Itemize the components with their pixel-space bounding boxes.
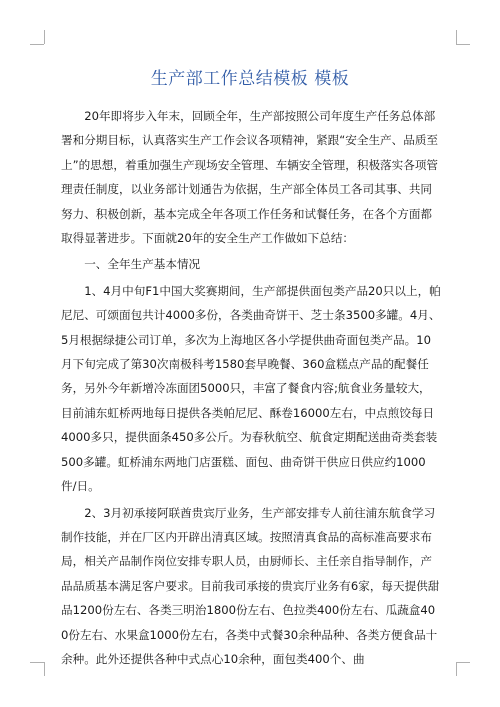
paragraph-intro: 20年即将步入年末，回顾全年，生产部按照公司年度生产任务总体部署和分期目标，认真落实生产工作会议各项精神，紧跟“安全生产、品质至上”的思想，着重加强生产现场安全管理、车辆安全管理，积极落实各项管理责任制度，以业务部计划通告为依据，生产部全体员工各司其事、共同努力、积极创新，基本完成全年各项工作任务和试餐任务，在各个方面都取得显著进步。下面就20年的安全生产工作做如下总结：	[61, 109, 439, 246]
crop-mark-top-right-v	[456, 30, 457, 44]
crop-mark-bottom-left-v	[44, 662, 45, 676]
document-title: 生产部工作总结模板 模板	[150, 69, 350, 89]
crop-mark-bottom-right-v	[456, 662, 457, 676]
crop-mark-top-left-h	[30, 44, 44, 45]
crop-mark-top-right-h	[456, 44, 470, 45]
document-body	[61, 104, 441, 671]
crop-mark-bottom-left-h	[30, 662, 44, 663]
section-heading: 一、全年生产基本情况	[84, 257, 201, 272]
crop-mark-bottom-right-h	[456, 662, 470, 663]
paragraph-item-1: 1、4月中旬F1中国大奖赛期间，生产部提供面包类产品20只以上，帕尼尼、可颂面包共计4000多份，各类曲奇饼干、芝士条3500多罐。4月、5月根据绿捷公司订单，多次为上海地区各小学提供曲奇面包类产品。10月下旬完成了第30次南极科考1580套早晚餐、360盒糕点产品的配餐任务，另外今年新增冷冻面团5000只，丰富了餐食内容;航食业务量较大，目前浦东虹桥两地每日提供各类帕尼尼、酥卷16000左右，中点煎饺每日4000多只，提供面条450多公斤。为春秋航空、航食定期配送曲奇类套装500多罐。虹桥浦东两地门店蛋糕、面包、曲奇饼干供应日供应约1000件/日。	[61, 283, 441, 494]
paragraph-item-2: 2、3月初承接阿联酋贵宾厅业务，生产部安排专人前往浦东航食学习制作技能，并在厂区内开辟出清真区域。按照清真食品的高标准高要求布局，相关产品制作岗位安排专职人员，由厨师长、主任亲自指导制作，产品品质基本满足客户要求。目前我司承接的贵宾厅业务有6家，每天提供甜品1200份左右、各类三明治1800份左右、色拉类400份左右、瓜蔬盒400份左右、水果盒1000份左右，各类中式餐30余种品种、各类方便食品十余种。此外还提供各种中式点心10余种，面包类400个、曲	[61, 505, 440, 666]
crop-mark-top-left-v	[44, 30, 45, 44]
